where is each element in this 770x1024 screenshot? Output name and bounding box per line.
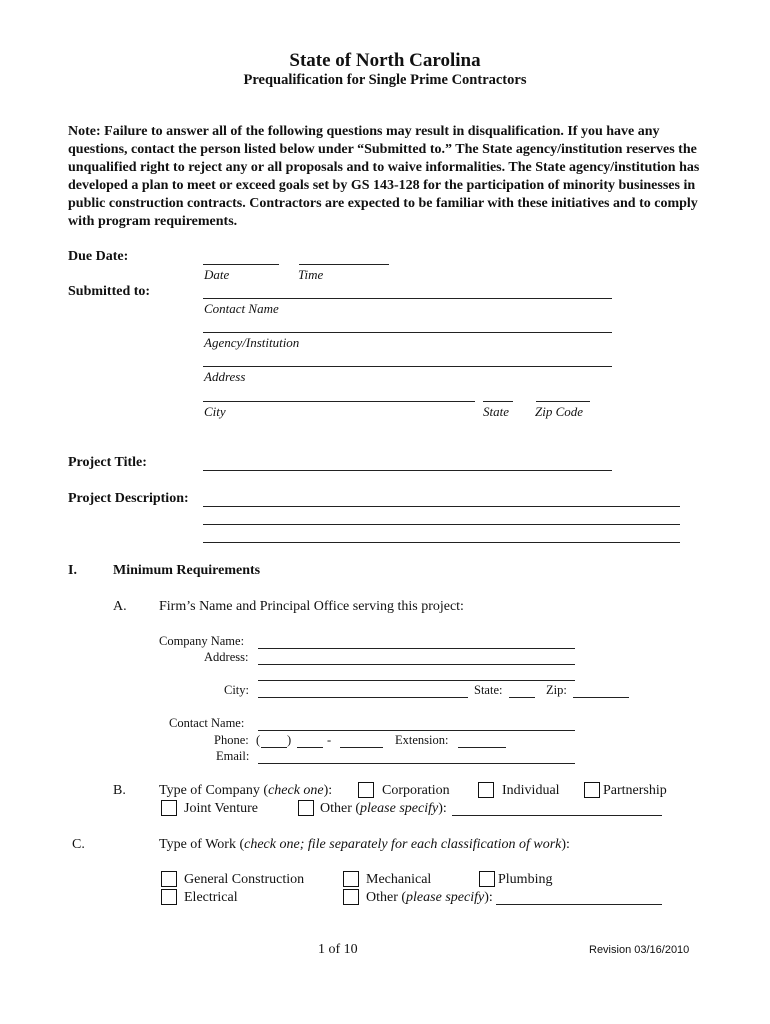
joint-venture-label: Joint Venture bbox=[184, 801, 259, 816]
individual-checkbox[interactable] bbox=[478, 782, 494, 798]
company-contact-field[interactable] bbox=[258, 730, 575, 731]
corporation-label: Corporation bbox=[382, 783, 450, 798]
company-other-label: Other ( bbox=[320, 801, 361, 816]
company-other-label-end: ): bbox=[438, 801, 447, 816]
company-other-field[interactable] bbox=[452, 815, 662, 816]
item-c-letter: C. bbox=[72, 837, 85, 852]
section-numeral: I. bbox=[68, 563, 77, 578]
company-type-instruction: check one bbox=[268, 783, 324, 798]
contact-name-caption: Contact Name bbox=[204, 301, 279, 316]
agency-caption: Agency/Institution bbox=[204, 335, 300, 350]
project-title-field[interactable] bbox=[203, 470, 612, 471]
item-a-letter: A. bbox=[113, 599, 127, 614]
plumbing-label: Plumbing bbox=[498, 872, 553, 887]
due-date-label: Due Date: bbox=[68, 249, 129, 264]
plumbing-checkbox[interactable] bbox=[479, 871, 495, 887]
mechanical-checkbox[interactable] bbox=[343, 871, 359, 887]
state-field[interactable] bbox=[483, 401, 513, 402]
partnership-label: Partnership bbox=[603, 783, 667, 798]
joint-venture-checkbox[interactable] bbox=[161, 800, 177, 816]
electrical-label: Electrical bbox=[184, 890, 238, 905]
submitted-to-label: Submitted to: bbox=[68, 284, 151, 299]
company-name-field[interactable] bbox=[258, 648, 575, 649]
zip-code-field[interactable] bbox=[536, 401, 590, 402]
address-field[interactable] bbox=[203, 366, 612, 367]
phone-area-code-field[interactable] bbox=[261, 747, 287, 748]
electrical-checkbox[interactable] bbox=[161, 889, 177, 905]
company-address-field-2[interactable] bbox=[258, 680, 575, 681]
due-date-date-field[interactable] bbox=[203, 264, 279, 265]
company-zip-label: Zip: bbox=[546, 683, 567, 697]
work-other-field[interactable] bbox=[496, 904, 662, 905]
work-other-label-end: ): bbox=[484, 890, 493, 905]
phone-open-paren: ( bbox=[256, 733, 261, 747]
company-other-checkbox[interactable] bbox=[298, 800, 314, 816]
company-address-label: Address: bbox=[204, 650, 249, 664]
general-construction-label: General Construction bbox=[184, 872, 305, 887]
mechanical-label: Mechanical bbox=[366, 872, 432, 887]
agency-field[interactable] bbox=[203, 332, 612, 333]
zip-code-caption: Zip Code bbox=[535, 404, 584, 419]
corporation-checkbox[interactable] bbox=[358, 782, 374, 798]
city-caption: City bbox=[204, 404, 226, 419]
contact-name-field[interactable] bbox=[203, 298, 612, 299]
company-other-prompt bbox=[320, 801, 447, 817]
partnership-checkbox[interactable] bbox=[584, 782, 600, 798]
company-city-label: City: bbox=[224, 683, 250, 697]
company-type-text-end: ): bbox=[323, 783, 333, 798]
work-other-label: Other ( bbox=[366, 890, 407, 905]
project-title-label: Project Title: bbox=[68, 455, 147, 470]
company-zip-field[interactable] bbox=[573, 697, 629, 698]
work-type-instruction: check one; file separately for each classification of work bbox=[244, 837, 562, 852]
city-field[interactable] bbox=[203, 401, 475, 402]
project-description-line-2[interactable] bbox=[203, 524, 680, 525]
company-contact-label: Contact Name: bbox=[169, 716, 245, 730]
company-type-prompt bbox=[159, 783, 332, 799]
phone-label: Phone: bbox=[214, 733, 249, 747]
company-type-text: Type of Company ( bbox=[159, 783, 269, 798]
company-state-label: State: bbox=[474, 683, 503, 697]
email-field[interactable] bbox=[258, 763, 575, 764]
company-city-field[interactable] bbox=[258, 697, 468, 698]
due-date-time-field[interactable] bbox=[299, 264, 389, 265]
phone-close-paren: ) bbox=[287, 733, 292, 747]
work-type-text-end: ): bbox=[561, 837, 570, 852]
document-title: State of North Carolina bbox=[289, 50, 481, 71]
phone-dash: - bbox=[327, 733, 332, 747]
company-address-field-1[interactable] bbox=[258, 664, 575, 665]
document-subtitle: Prequalification for Single Prime Contractors bbox=[243, 72, 527, 88]
time-caption: Time bbox=[298, 267, 324, 282]
individual-label: Individual bbox=[502, 783, 560, 798]
work-type-prompt bbox=[159, 837, 570, 853]
date-caption: Date bbox=[204, 267, 230, 282]
company-name-label: Company Name: bbox=[159, 634, 245, 648]
project-description-label: Project Description: bbox=[68, 491, 189, 506]
address-caption: Address bbox=[204, 369, 246, 384]
phone-number-field[interactable] bbox=[340, 747, 383, 748]
state-caption: State bbox=[483, 404, 509, 419]
project-description-line-3[interactable] bbox=[203, 542, 680, 543]
page-number: 1 of 10 bbox=[318, 942, 358, 957]
work-other-checkbox[interactable] bbox=[343, 889, 359, 905]
item-a-text: Firm’s Name and Principal Office serving this project: bbox=[159, 599, 464, 614]
work-other-instruction: please specify bbox=[406, 890, 485, 905]
company-state-field[interactable] bbox=[509, 697, 535, 698]
disqualification-note: Note: Failure to answer all of the following questions may result in disqualification. If you have any questions, contact the person listed below under “Submitted to.” The State agency/institution reserves the unqualified right to reject any or all proposals and to waive informalities. The State agency/institution has developed a plan to meet or exceed goals set by GS 143-128 for the participation of minority businesses in public construction contracts. Contractors are expected to be familiar with these initiatives and to comply with program requirements. bbox=[68, 124, 700, 229]
project-description-line-1[interactable] bbox=[203, 506, 680, 507]
company-other-instruction: please specify bbox=[360, 801, 439, 816]
item-b-letter: B. bbox=[113, 783, 126, 798]
revision-date: Revision 03/16/2010 bbox=[589, 944, 690, 956]
general-construction-checkbox[interactable] bbox=[161, 871, 177, 887]
extension-field[interactable] bbox=[458, 747, 506, 748]
email-label: Email: bbox=[216, 749, 250, 763]
section-heading: Minimum Requirements bbox=[113, 563, 261, 578]
phone-prefix-field[interactable] bbox=[297, 747, 323, 748]
work-other-prompt bbox=[366, 890, 493, 906]
work-type-text: Type of Work ( bbox=[159, 837, 245, 852]
extension-label: Extension: bbox=[395, 733, 449, 747]
